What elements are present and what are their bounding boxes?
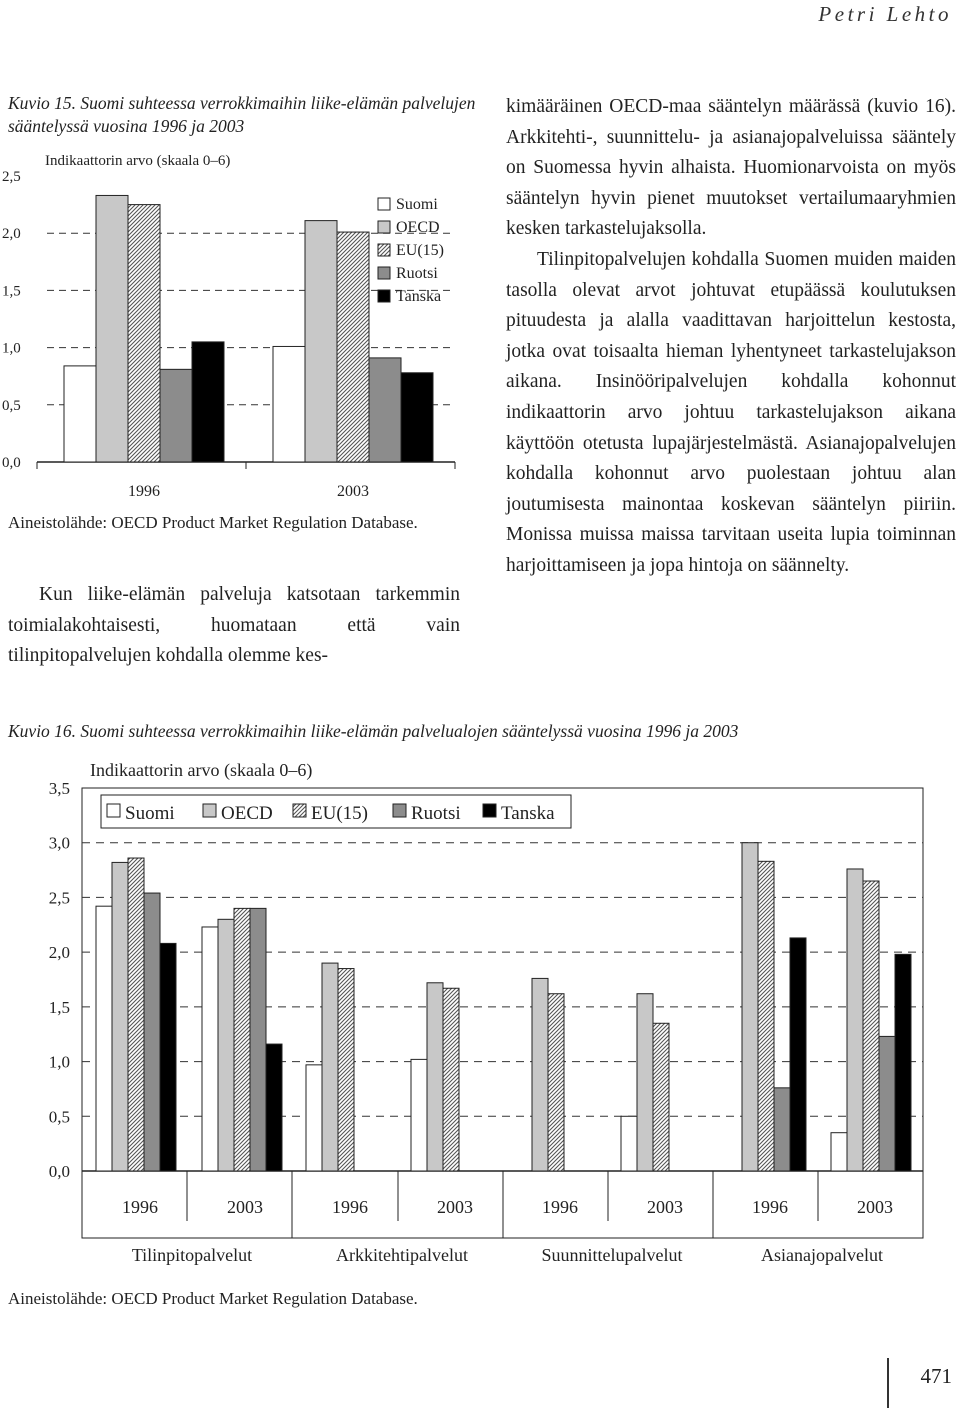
bar-ruotsi-2003	[369, 358, 401, 462]
legend-swatch-ruotsi	[393, 804, 406, 817]
bar-oecd-arkkitehtipalvelut-2003	[427, 983, 443, 1171]
legend-label-eu-15: EU(15)	[311, 803, 368, 824]
bar-eu-15-2003	[337, 232, 369, 462]
y-tick-label: 2,0	[48, 943, 70, 963]
group-label: Suunnittelupalvelut	[541, 1245, 683, 1265]
legend-label-eu-15: EU(15)	[396, 242, 444, 259]
body-paragraph-right-2: Tilinpitopalvelujen kohdalla Suomen muiden maiden tasolla olevat arvot johtuvat etupäässä koulutuksen pituudesta ja alalla vaadittavan harjoittelun kestosta, jotka ovat toisaalta hieman lyhentyneet tarkastelujakson aikana. Insinööripalvelujen kohdalla kohonnut indikaattorin arvo johtuu tarkastelujakson aikana käyttöön otetusta lupajärjestelmästä. Asianajopalvelujen kohdalla kohonnut arvo puolestaan johtuu alan joutumisesta mainontaa koskevan sääntelyn piiriin. Monissa muissa maissa tarvitaan useita lupia toiminnan harjoittamiseen ja jopa hintoja on säännelty.	[506, 248, 956, 576]
y-tick-label: 0,5	[48, 1107, 70, 1127]
y-tick-label: 3,5	[48, 779, 70, 798]
bar-oecd-tilinpitopalvelut-1996	[112, 862, 128, 1171]
x-tick-label: 1996	[752, 1197, 788, 1217]
bar-oecd-2003	[305, 221, 337, 462]
legend-label-oecd: OECD	[221, 803, 273, 824]
legend-swatch-tanska	[483, 804, 496, 817]
bar-eu-15-1996	[128, 205, 160, 462]
y-tick-label: 1,0	[2, 340, 21, 357]
bar-ruotsi-asianajopalvelut-1996	[774, 1088, 790, 1171]
body-paragraph-left: Kun liike-elämän palveluja katsotaan tarkemmin toimialakohtaisesti, huomataan että vain tilinpitopalvelujen kohdalla olemme kes-	[8, 584, 460, 667]
legend-swatch-eu-15	[293, 804, 306, 817]
chart-figure-16	[0, 752, 960, 1286]
y-tick-label: 0,0	[2, 455, 21, 471]
y-tick-label: 0,0	[48, 1162, 70, 1181]
chart-title: Indikaattorin arvo (skaala 0–6)	[45, 153, 231, 169]
chart-figure-15	[0, 148, 470, 512]
bar-suomi-tilinpitopalvelut-1996	[96, 906, 112, 1171]
figure-16-caption: Kuvio 16. Suomi suhteessa verrokkimaihin liike-elämän palvelualojen sääntelyssä vuosina 1996 ja 2003	[8, 721, 739, 741]
bar-suomi-tilinpitopalvelut-2003	[202, 927, 218, 1171]
bar-tanska-1996	[192, 342, 224, 462]
figure-16-source: Aineistolähde: OECD Product Market Regulation Database.	[8, 1289, 418, 1308]
x-tick-label: 2003	[857, 1197, 893, 1217]
bar-tanska-asianajopalvelut-1996	[790, 938, 806, 1171]
bar-ruotsi-asianajopalvelut-2003	[879, 1036, 895, 1171]
y-tick-label: 2,5	[2, 169, 21, 185]
y-tick-label: 3,0	[48, 833, 70, 853]
legend-swatch-oecd	[203, 804, 216, 817]
bar-ruotsi-tilinpitopalvelut-1996	[144, 893, 160, 1171]
bar-eu-15-arkkitehtipalvelut-2003	[443, 988, 459, 1171]
bar-oecd-asianajopalvelut-1996	[742, 843, 758, 1171]
legend-label-oecd: OECD	[396, 219, 440, 236]
y-tick-label: 1,0	[48, 1052, 70, 1072]
legend-swatch-oecd	[378, 221, 390, 233]
bar-suomi-asianajopalvelut-2003	[831, 1133, 847, 1171]
x-tick-label: 1996	[128, 483, 160, 500]
figure-15-caption: Kuvio 15. Suomi suhteessa verrokkimaihin liike-elämän palvelujen sääntelyssä vuosina 1996 ja 2003	[8, 93, 476, 136]
bar-eu-15-tilinpitopalvelut-1996	[128, 858, 144, 1171]
group-label: Tilinpitopalvelut	[131, 1245, 253, 1265]
legend-swatch-suomi	[378, 198, 390, 210]
legend-label-suomi: Suomi	[125, 803, 175, 824]
y-tick-label: 2,5	[48, 888, 70, 908]
legend-label-suomi: Suomi	[396, 196, 438, 213]
bar-oecd-tilinpitopalvelut-2003	[218, 919, 234, 1171]
y-tick-label: 2,0	[2, 226, 21, 243]
bar-oecd-1996	[96, 195, 128, 462]
bar-suomi-2003	[273, 346, 305, 462]
legend-swatch-eu-15	[378, 244, 390, 256]
x-tick-label: 2003	[227, 1197, 263, 1217]
y-tick-label: 0,5	[2, 397, 21, 414]
legend-swatch-tanska	[378, 290, 390, 302]
bar-oecd-suunnittelupalvelut-2003	[637, 994, 653, 1171]
y-tick-label: 1,5	[48, 997, 70, 1017]
x-tick-label: 2003	[437, 1197, 473, 1217]
bar-eu-15-suunnittelupalvelut-1996	[548, 994, 564, 1171]
bar-eu-15-tilinpitopalvelut-2003	[234, 908, 250, 1171]
group-label: Asianajopalvelut	[761, 1245, 883, 1265]
page-number: 471	[920, 1364, 952, 1388]
bar-suomi-1996	[64, 366, 96, 462]
bar-ruotsi-tilinpitopalvelut-2003	[250, 908, 266, 1171]
x-tick-label: 1996	[332, 1197, 368, 1217]
bar-suomi-arkkitehtipalvelut-2003	[411, 1059, 427, 1171]
figure-15-source: Aineistolähde: OECD Product Market Regulation Database.	[8, 513, 418, 532]
bar-ruotsi-1996	[160, 369, 192, 462]
legend-swatch-ruotsi	[378, 267, 390, 279]
bar-oecd-arkkitehtipalvelut-1996	[322, 963, 338, 1171]
page-number-rule	[887, 1358, 889, 1408]
body-paragraph-right-1: kimääräinen OECD-maa sääntelyn määrässä (kuvio 16). Arkkitehti-, suunnittelu- ja asianajopalveluissa sääntely on Suomessa hyvin alhaista. Huomionarvoista on myös sääntelyn hyvin pienet muutokset vertailumaaryhmien kesken tarkastelujaksolla.	[506, 96, 956, 240]
legend	[378, 196, 444, 305]
x-tick-label: 1996	[542, 1197, 578, 1217]
running-head-author: Petri Lehto	[818, 2, 952, 26]
x-tick-label: 2003	[337, 483, 369, 500]
bar-tanska-tilinpitopalvelut-2003	[266, 1044, 282, 1171]
legend-swatch-suomi	[107, 804, 120, 817]
chart-title: Indikaattorin arvo (skaala 0–6)	[90, 760, 313, 780]
x-tick-label: 1996	[122, 1197, 158, 1217]
bar-eu-15-arkkitehtipalvelut-1996	[338, 969, 354, 1171]
bar-suomi-suunnittelupalvelut-2003	[621, 1116, 637, 1171]
y-tick-label: 1,5	[2, 283, 21, 300]
right-column	[506, 92, 956, 582]
bar-suomi-arkkitehtipalvelut-1996	[306, 1065, 322, 1171]
bar-tanska-asianajopalvelut-2003	[895, 954, 911, 1171]
legend-label-ruotsi: Ruotsi	[411, 803, 461, 824]
x-tick-label: 2003	[647, 1197, 683, 1217]
group-label: Arkkitehtipalvelut	[336, 1245, 468, 1265]
bar-oecd-suunnittelupalvelut-1996	[532, 978, 548, 1171]
bar-eu-15-asianajopalvelut-1996	[758, 861, 774, 1171]
legend	[101, 795, 571, 828]
bar-tanska-2003	[401, 373, 433, 462]
bar-oecd-asianajopalvelut-2003	[847, 869, 863, 1171]
legend-label-ruotsi: Ruotsi	[396, 265, 438, 282]
legend-label-tanska: Tanska	[501, 803, 555, 824]
bar-eu-15-suunnittelupalvelut-2003	[653, 1023, 669, 1171]
legend-label-tanska: Tanska	[396, 288, 442, 305]
bar-tanska-tilinpitopalvelut-1996	[160, 943, 176, 1171]
bar-eu-15-asianajopalvelut-2003	[863, 881, 879, 1171]
